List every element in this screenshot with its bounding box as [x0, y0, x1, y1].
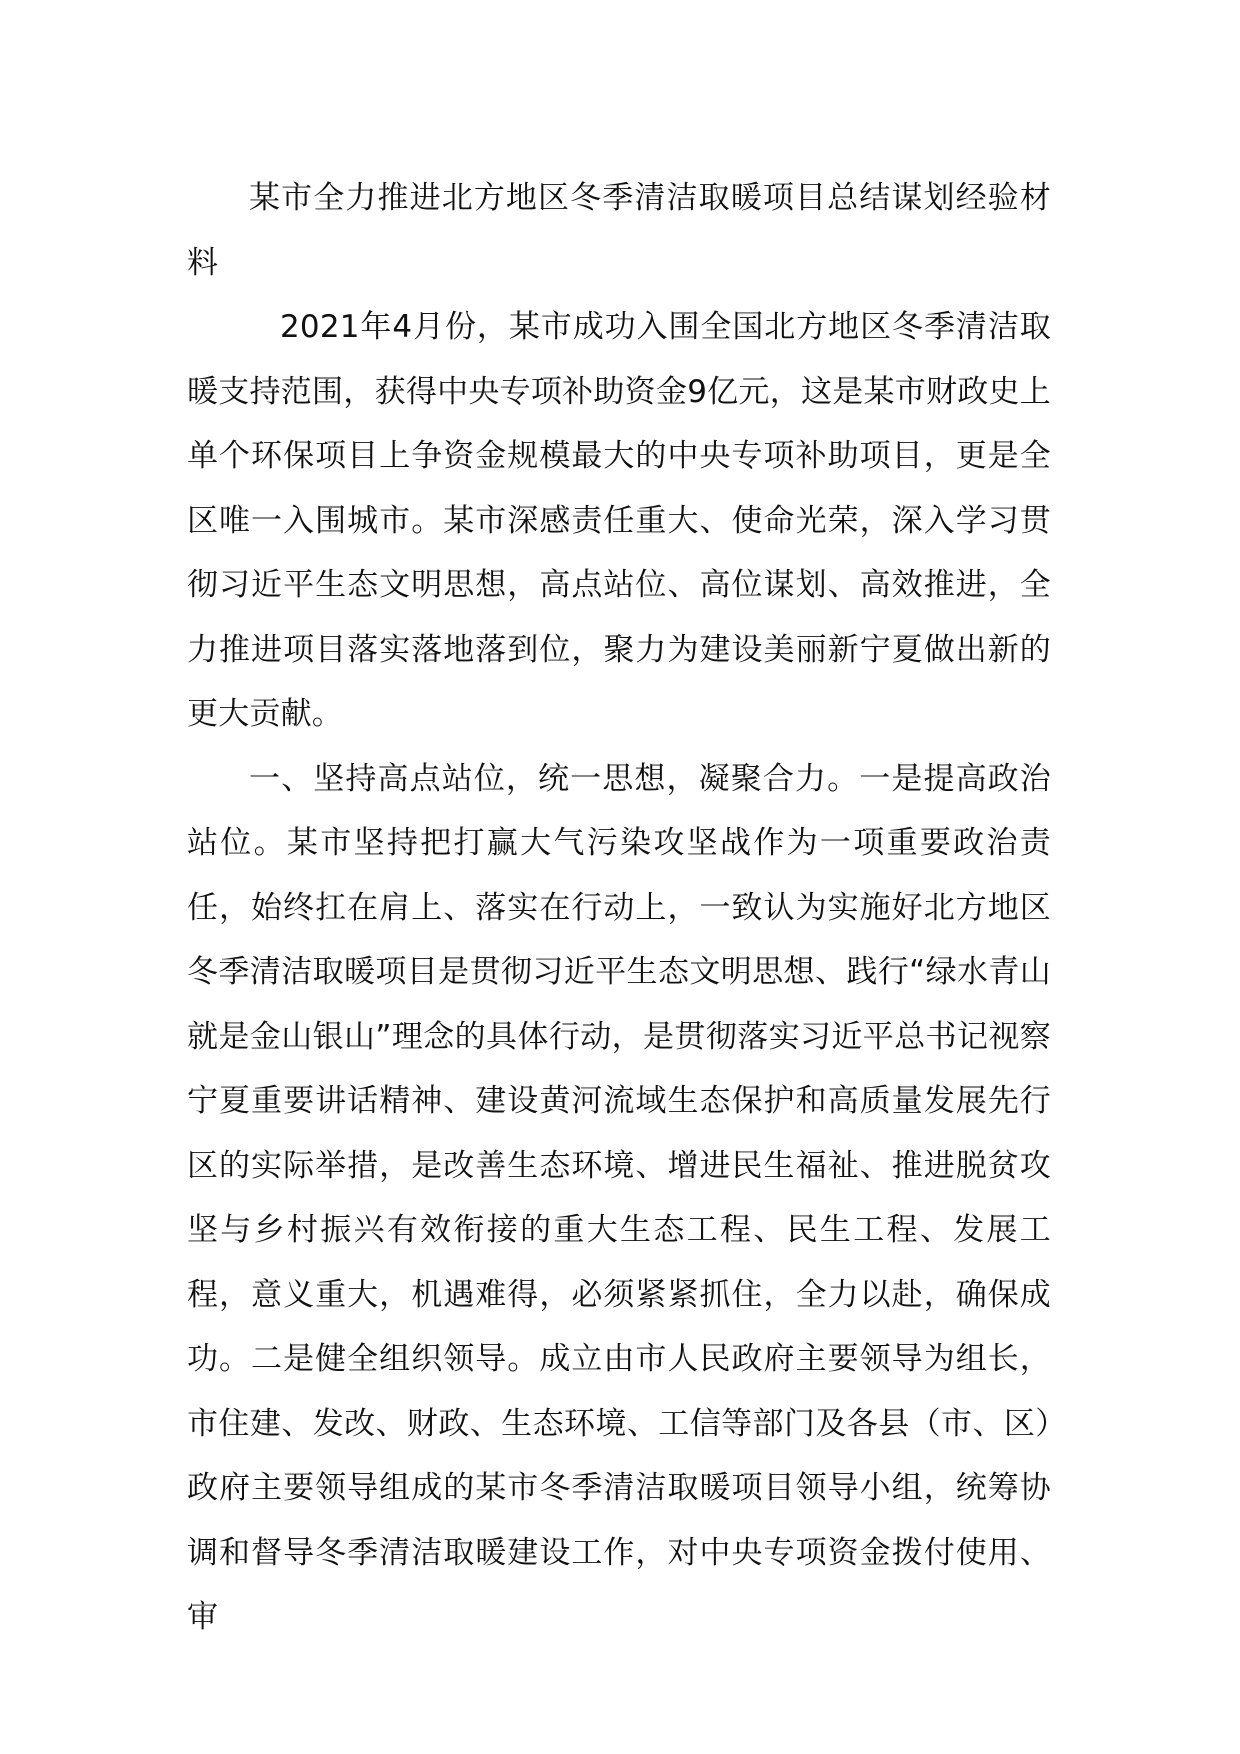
- section-one-paragraph: 一、坚持高点站位，统一思想，凝聚合力。一是提高政治站位。某市坚持把打赢大气污染攻坚战作为一项重要政治责任，始终扛在肩上、落实在行动上，一致认为实施好北方地区冬季清洁取暖项目是贯彻习近平生态文明思想、践行“绿水青山就是金山银山”理念的具体行动，是贯彻落实习近平总书记视察宁夏重要讲话精神、建设黄河流域生态保护和高质量发展先行区的实际举措，是改善生态环境、增进民生福祉、推进脱贫攻坚与乡村振兴有效衔接的重大生态工程、民生工程、发展工程，意义重大，机遇难得，必须紧紧抓住，全力以赴，确保成功。二是健全组织领导。成立由市人民政府主要领导为组长，市住建、发改、财政、生态环境、工信等部门及各县（市、区）政府主要领导组成的某市冬季清洁取暖项目领导小组，统筹协调和督导冬季清洁取暖建设工作，对中央专项资金拨付使用、审: [187, 760, 1051, 1635]
- document-body: [187, 166, 1051, 1650]
- intro-paragraph: 2021年4月份，某市成功入围全国北方地区冬季清洁取暖支持范围，获得中央专项补助资金9亿元，这是某市财政史上单个环保项目上争资金规模最大的中央专项补助项目，更是全区唯一入围城市。某市深感责任重大、使命光荣，深入学习贯彻习近平生态文明思想，高点站位、高位谋划、高效推进，全力推进项目落实落地落到位，聚力为建设美丽新宁夏做出新的更大贡献。: [187, 309, 1051, 732]
- document-title: 某市全力推进北方地区冬季清洁取暖项目总结谋划经验材料: [187, 180, 1051, 281]
